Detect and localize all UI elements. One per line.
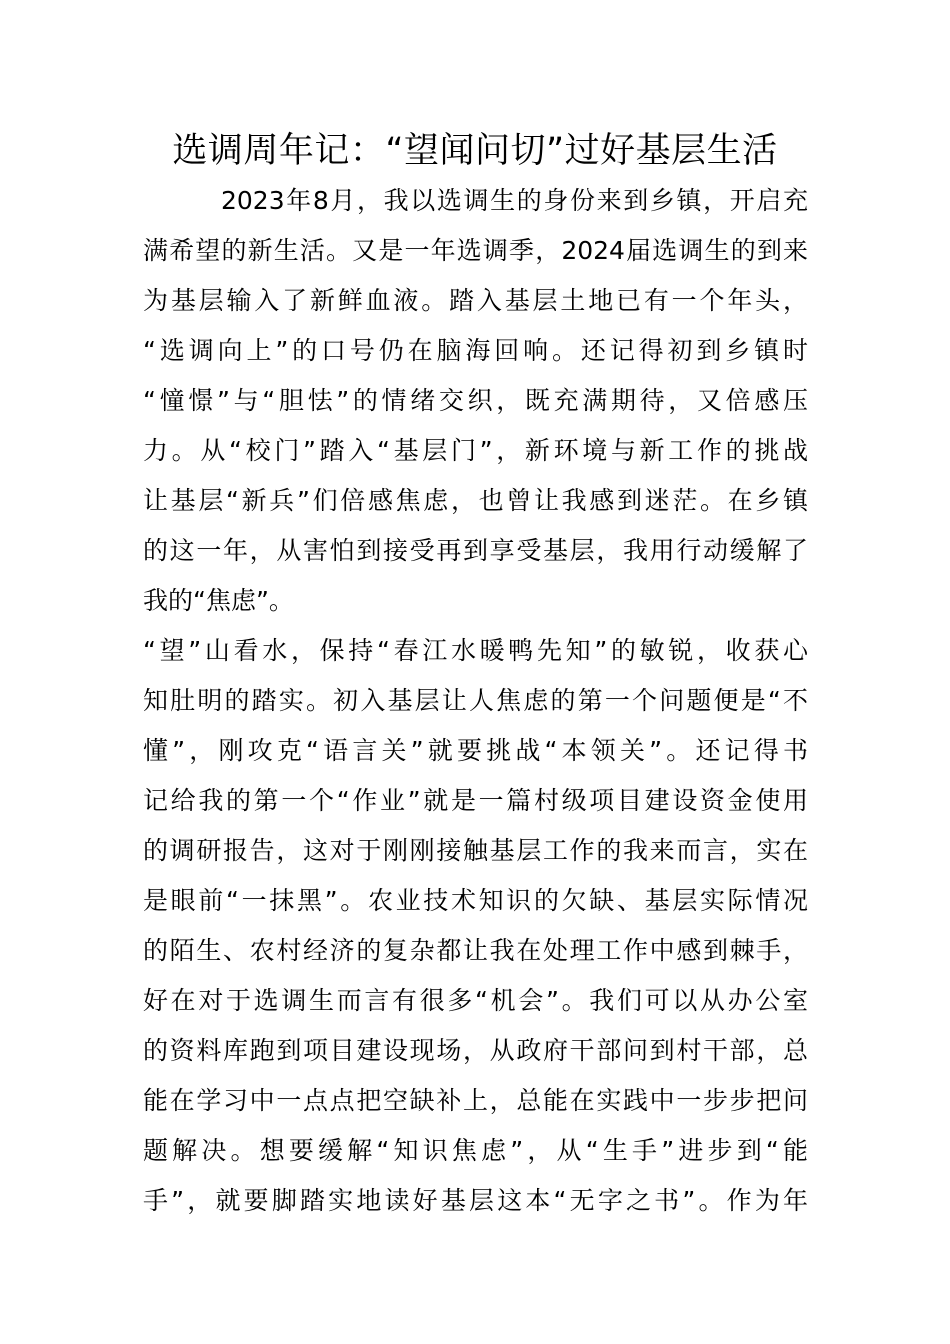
paragraph-line: 记给我的第一个“作业”就是一篇村级项目建设资金使用	[143, 786, 808, 815]
paragraph-line: 好在对于选调生而言有很多“机会”。我们可以从办公室	[143, 986, 808, 1015]
document-body	[143, 176, 808, 1226]
paragraph-line: “憧憬”与“胆怯”的情绪交织，既充满期待，又倍感压	[143, 386, 808, 415]
paragraph-line: 的陌生、农村经济的复杂都让我在处理工作中感到棘手，	[143, 936, 808, 965]
paragraph-line: 懂”，刚攻克“语言关”就要挑战“本领关”。还记得书	[143, 736, 808, 765]
paragraph-line: 让基层“新兵”们倍感焦虑，也曾让我感到迷茫。在乡镇	[143, 486, 808, 515]
paragraph-line: 题解决。想要缓解“知识焦虑”，从“生手”进步到“能	[143, 1136, 808, 1165]
paragraph-line: 满希望的新生活。又是一年选调季，2024届选调生的到来	[143, 236, 808, 265]
paragraph-line: 2023年8月，我以选调生的身份来到乡镇，开启充	[221, 186, 808, 215]
paragraph-line: 力。从“校门”踏入“基层门”，新环境与新工作的挑战	[143, 436, 808, 465]
paragraph-line: 的资料库跑到项目建设现场，从政府干部问到村干部，总	[143, 1036, 808, 1065]
paragraph-line: “选调向上”的口号仍在脑海回响。还记得初到乡镇时	[143, 336, 808, 365]
paragraph-line: 为基层输入了新鲜血液。踏入基层土地已有一个年头，	[143, 286, 808, 315]
paragraph-line: 能在学习中一点点把空缺补上，总能在实践中一步步把问	[143, 1086, 808, 1115]
paragraph-line: 的这一年，从害怕到接受再到享受基层，我用行动缓解了	[143, 536, 808, 565]
paragraph-line: 的调研报告，这对于刚刚接触基层工作的我来而言，实在	[143, 836, 808, 865]
document-title: 选调周年记：“望闻问切”过好基层生活	[172, 131, 778, 171]
paragraph-line: 手”，就要脚踏实地读好基层这本“无字之书”。作为年	[143, 1186, 808, 1215]
paragraph-line: 知肚明的踏实。初入基层让人焦虑的第一个问题便是“不	[143, 686, 808, 715]
paragraph-line: “望”山看水，保持“春江水暖鸭先知”的敏锐，收获心	[143, 636, 808, 665]
paragraph-line: 是眼前“一抹黑”。农业技术知识的欠缺、基层实际情况	[143, 886, 808, 915]
paragraph-line: 我的“焦虑”。	[143, 586, 294, 615]
